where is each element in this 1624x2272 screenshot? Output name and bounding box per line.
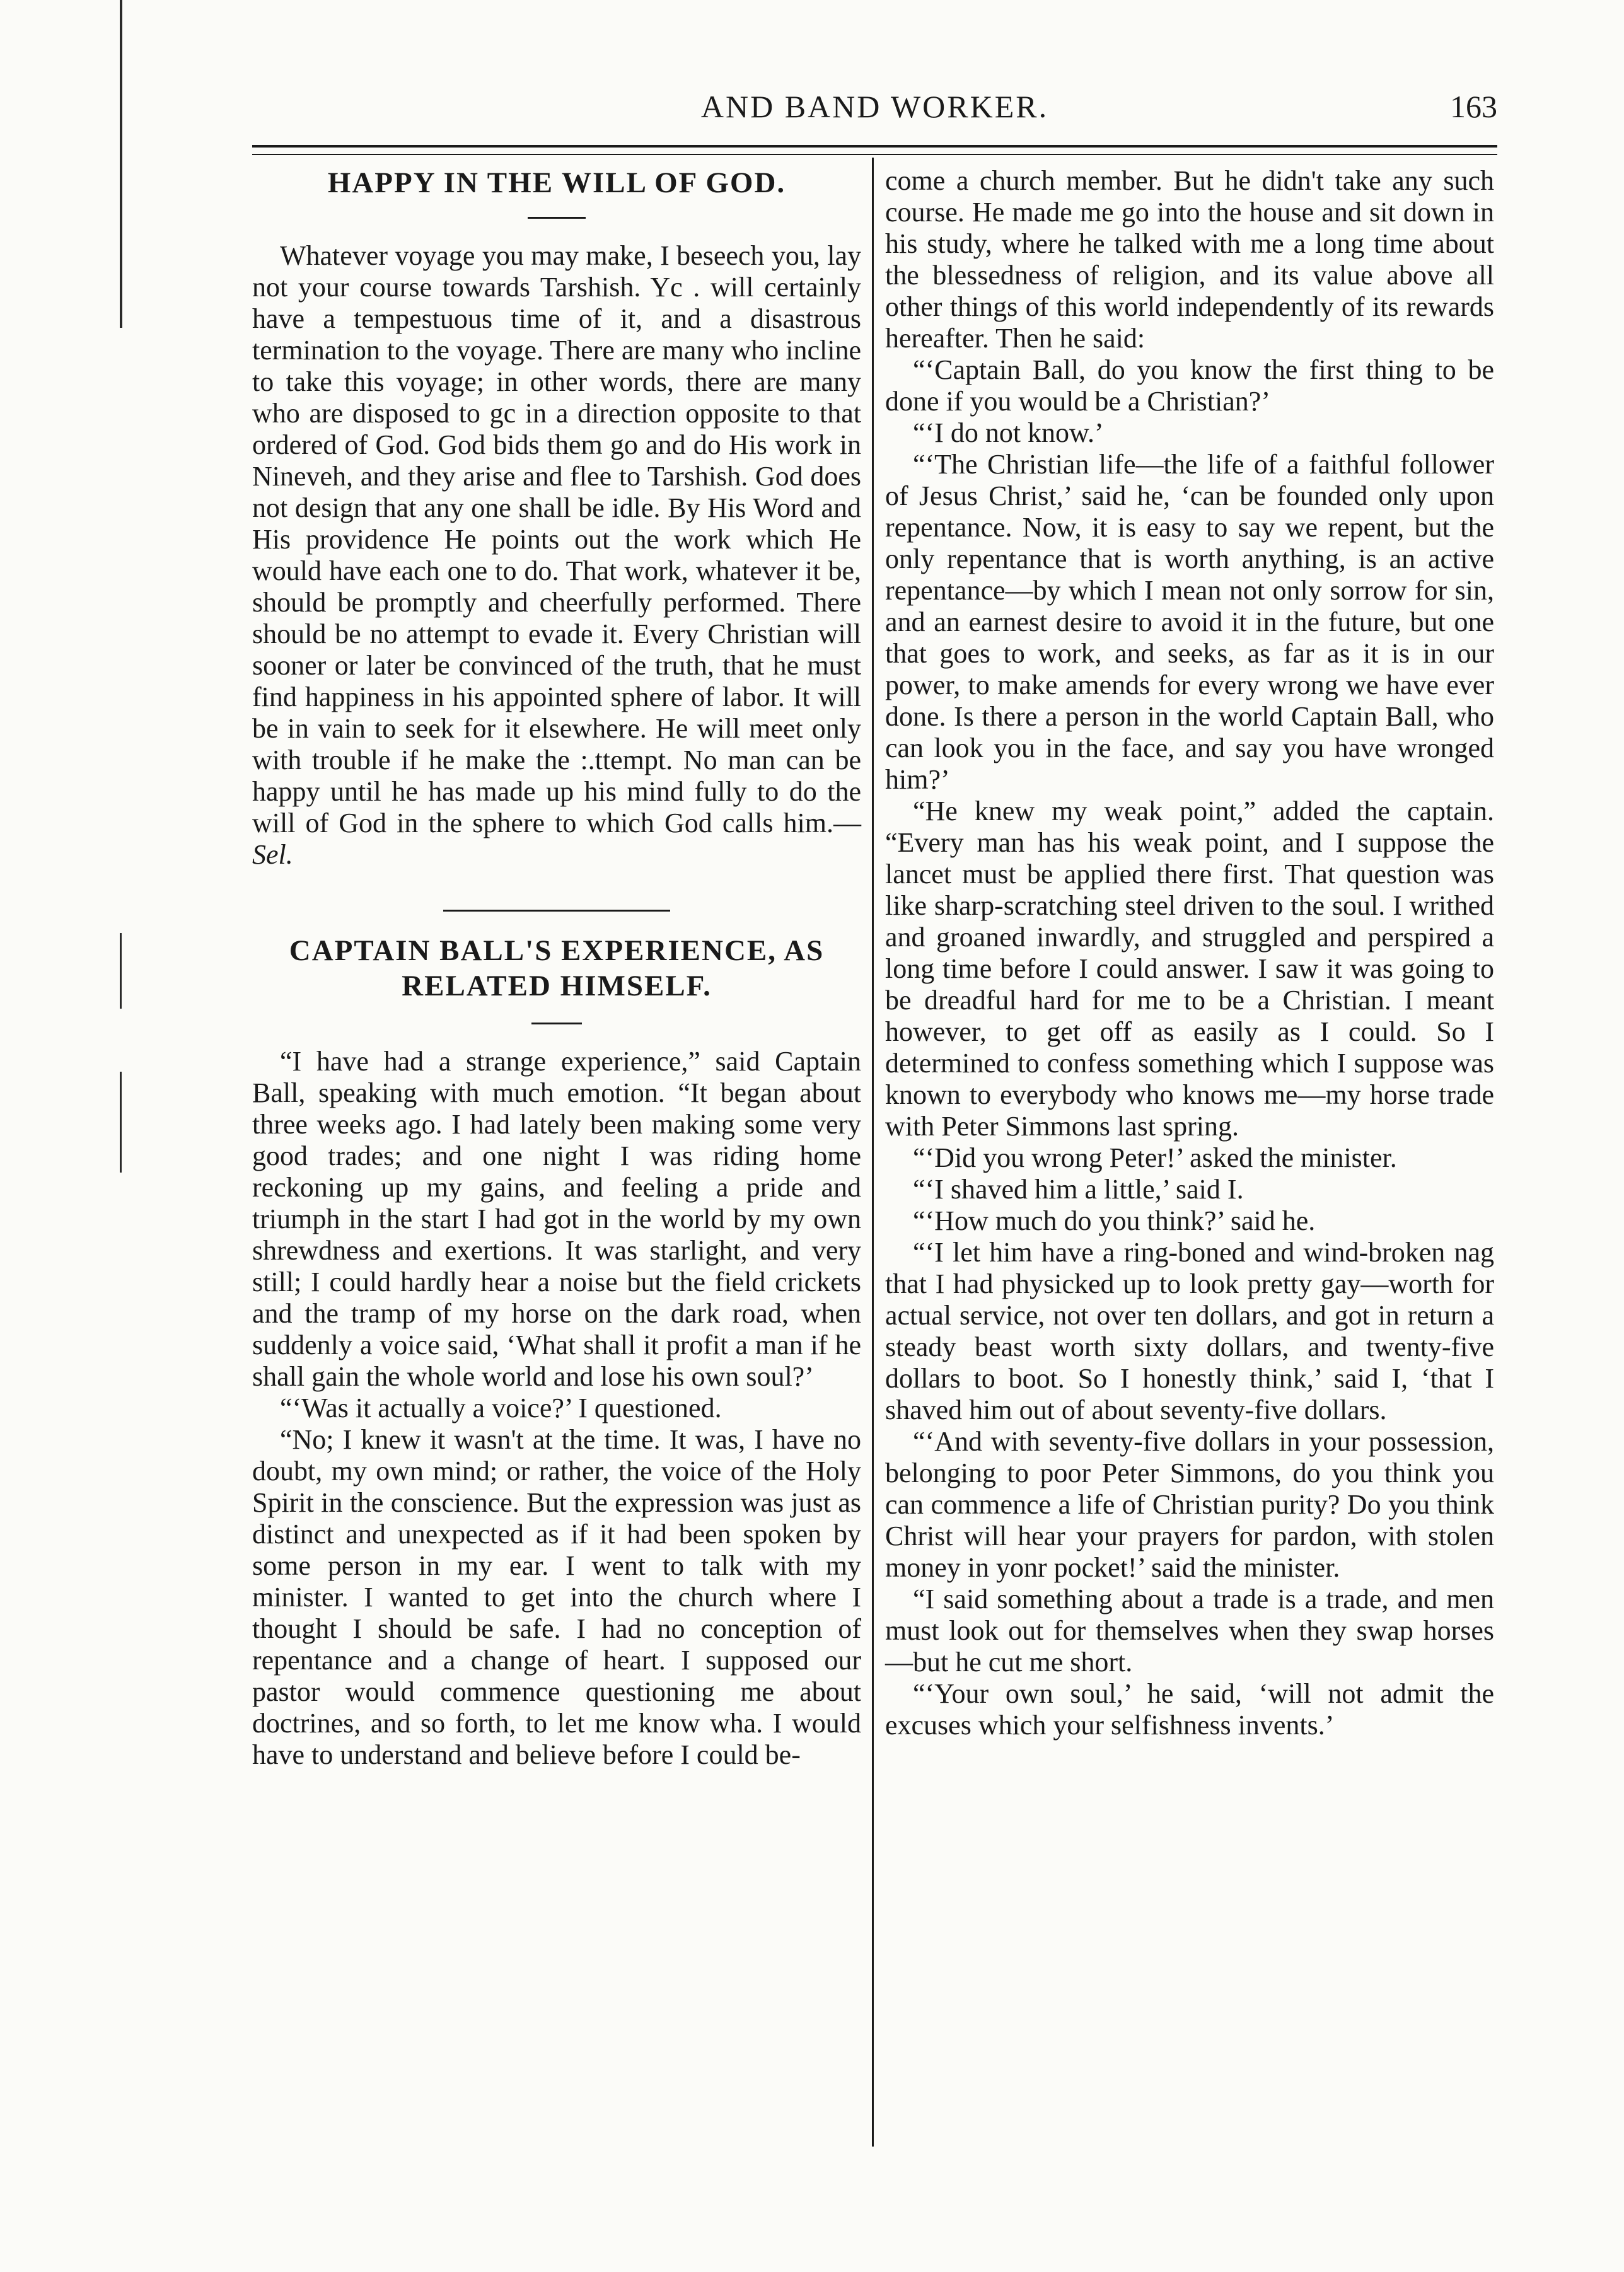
article-paragraph: “He knew my weak point,” added the captain. “Every man has his weak point, and I suppose the lancet must be applied there first. That question was like sharp-scratching steel driven to the soul. I writhed and groaned inwardly, and struggled and perspired a long time before I could answer. I saw it was going to be dreadful hard for me to be a Christian. I meant however, to get off as easily as I could. So I determined to confess something which I suppose was known to everybody who knows me—my horse trade with Peter Simmons last spring.	[885, 796, 1494, 1142]
binding-mark	[120, 0, 122, 328]
article-paragraph: “‘Your own soul,’ he said, ‘will not admit the excuses which your selfishness invents.’	[885, 1678, 1494, 1741]
article-paragraph: “‘Was it actually a voice?’ I questioned.	[280, 1393, 722, 1423]
article-paragraph: “‘And with seventy-five dollars in your possession, belonging to poor Peter Simmons, do you think you can commence a life of Christian purity? Do you think Christ will hear your prayers for pardon, with stolen money in yonr pocket!’ said the minister.	[885, 1426, 1494, 1583]
running-title: AND BAND WORKER.	[700, 89, 1049, 124]
page-header	[252, 88, 1497, 145]
article-paragraph: “I said something about a trade is a trade, and men must look out for themselves when they swap horses—but he cut me short.	[885, 1584, 1494, 1678]
article-paragraph: “‘I shaved him a little,’ said I.	[913, 1174, 1244, 1205]
article-paragraph	[252, 240, 861, 871]
page-number: 163	[1450, 89, 1497, 124]
article-paragraph: “No; I knew it wasn't at the time. It was, I have no doubt, my own mind; or rather, the voice of the Holy Spirit in the conscience. But the expression was just as distinct and unexpected as if it had been spoken by some person in my ear. I went to talk with my minister. I wanted to get into the church where I thought I should be safe. I had no conception of repentance and a change of heart. I supposed our pastor would commence questioning me about doctrines, and so forth, to let me know wha. I would have to understand and believe before I could be-	[252, 1424, 861, 1770]
article-paragraph: “‘Captain Ball, do you know the first thing to be done if you would be a Christian?’	[885, 354, 1494, 417]
right-column	[885, 165, 1494, 1741]
title-rule	[528, 217, 586, 219]
left-column	[252, 165, 861, 1771]
article-paragraph: come a church member. But he didn't take any such course. He made me go into the house and sit down in his study, where he talked with me a long time about the blessedness of religion, and its value above all other things of this world independently of its rewards hereafter. Then he said:	[885, 165, 1494, 354]
article-paragraph: “‘The Christian life—the life of a faithful follower of Jesus Christ,’ said he, ‘can be founded only upon repentance. Now, it is easy to say we repent, but the only repentance that is worth anything, is an active repentance—by which I mean not only sorrow for sin, and an earnest desire to avoid it in the future, but one that goes to work, and seeks, as far as it is in our power, to make amends for every wrong we have ever done. Is there a person in the world Captain Ball, who can look you in the face, and say you have wronged him?’	[885, 449, 1494, 795]
title-rule	[531, 1023, 582, 1024]
article-text: Whatever voyage you may make, I beseech you, lay not your course towards Tarshish. Yc . will certainly have a tempestuous time of it, and a disastrous termination to the voyage. There are many who incline to take this voyage; in other words, there are many who are disposed to gc in a direction opposite to that ordered of God. God bids them go and do His work in Nineveh, and they arise and flee to Tarshish. God does not design that any one shall be idle. By His Word and His providence He points out the work which He would have each one to do. That work, whatever it be, should be promptly and cheerfully performed. There should be no attempt to evade it. Every Christian will sooner or later be convinced of the truth, that he must find happiness in his appointed sphere of labor. It will be in vain to seek for it elsewhere. He will meet only with trouble if he make the :.ttempt. No man can be happy until he has made up his mind fully to do the will of God in the sphere to which God calls him.—	[252, 240, 861, 838]
binding-mark	[120, 933, 122, 1009]
header-rule	[252, 145, 1497, 148]
binding-mark	[120, 1072, 122, 1173]
article-signature: Sel.	[252, 839, 293, 870]
header-rule-thin	[252, 154, 1497, 155]
article-paragraph: “‘I do not know.’	[913, 417, 1104, 448]
column-divider	[872, 158, 874, 2147]
article-title: CAPTAIN BALL'S EXPERIENCE, AS RELATED HIMSELF.	[289, 934, 825, 1002]
article-paragraph: “‘How much do you think?’ said he.	[913, 1205, 1316, 1236]
article-paragraph: “‘I let him have a ring-boned and wind-broken nag that I had physicked up to look pretty gay—worth for actual service, not over ten dollars, and got in return a steady beast worth sixty dollars, and twenty-five dollars to boot. So I honestly think,’ said I, ‘that I shaved him out of about seventy-five dollars.	[885, 1237, 1494, 1425]
article-paragraph: “I have had a strange experience,” said Captain Ball, speaking with much emotion. “It began about three weeks ago. I had lately been making some very good trades; and one night I was riding home reckoning up my gains, and feeling a pride and triumph in the start I had got in the world by my own shrewdness and exertions. It was starlight, and very still; I could hardly hear a noise but the field crickets and the tramp of my horse on the dark road, when suddenly a voice said, ‘What shall it profit a man if he shall gain the whole world and lose his own soul?’	[252, 1046, 861, 1392]
article-title: HAPPY IN THE WILL OF GOD.	[327, 166, 786, 199]
section-rule	[443, 910, 670, 912]
article-paragraph: “‘Did you wrong Peter!’ asked the minister.	[913, 1142, 1397, 1173]
